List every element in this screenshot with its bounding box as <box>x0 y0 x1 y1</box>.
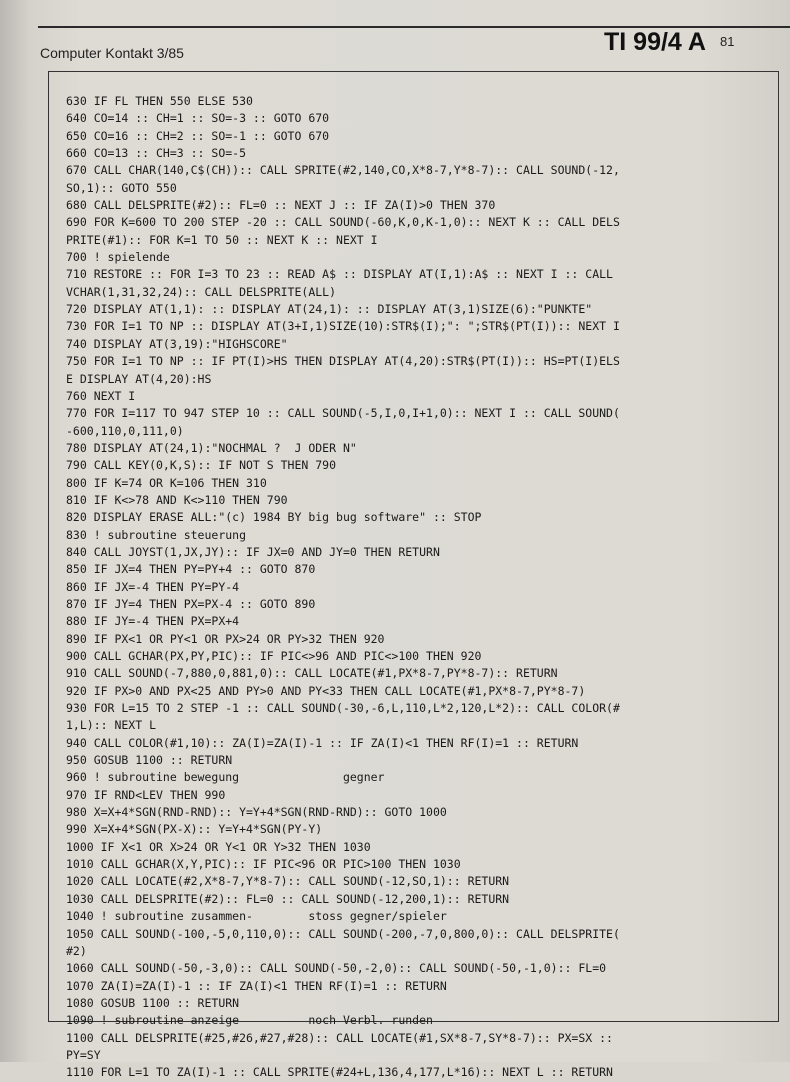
code-line: 1010 CALL GCHAR(X,Y,PIC):: IF PIC<96 OR PIC>100 THEN 1030 <box>66 857 461 872</box>
code-line: 1000 IF X<1 OR X>24 OR Y<1 OR Y>32 THEN 1030 <box>66 839 371 854</box>
code-line: 940 CALL COLOR(#1,10):: ZA(I)=ZA(I)-1 :: IF ZA(I)<1 THEN RF(I)=1 :: RETURN <box>66 735 579 750</box>
code-line: 850 IF JX=4 THEN PY=PY+4 :: GOTO 870 <box>66 562 316 577</box>
code-line: 750 FOR I=1 TO NP :: IF PT(I)>HS THEN DISPLAY AT(4,20):STR$(PT(I)):: HS=PT(I)ELS <box>66 354 620 369</box>
code-line: 1090 ! subroutine anzeige noch Verbl. runden <box>66 1013 433 1028</box>
code-line: 900 CALL GCHAR(PX,PY,PIC):: IF PIC<>96 AND PIC<>100 THEN 920 <box>66 649 482 663</box>
code-line: 980 X=X+4*SGN(RND-RND):: Y=Y+4*SGN(RND-RND):: GOTO 1000 <box>66 805 447 820</box>
code-line: 1100 CALL DELSPRITE(#25,#26,#27,#28):: CALL LOCATE(#1,SX*8-7,SY*8-7):: PX=SX :: <box>66 1030 613 1045</box>
code-line: 920 IF PX>0 AND PX<25 AND PY>0 AND PY<33 THEN CALL LOCATE(#1,PX*8-7,PY*8-7) <box>66 683 586 698</box>
code-line: 800 IF K=74 OR K=106 THEN 310 <box>66 475 267 490</box>
code-line: 820 DISPLAY ERASE ALL:"(c) 1984 BY big bug software" :: STOP <box>66 510 482 525</box>
code-line: 1050 CALL SOUND(-100,-5,0,110,0):: CALL SOUND(-200,-7,0,800,0):: CALL DELSPRITE( <box>66 926 620 941</box>
code-line: 730 FOR I=1 TO NP :: DISPLAY AT(3+I,1)SIZE(10):STR$(I);": ";STR$(PT(I)):: NEXT I <box>66 319 620 334</box>
code-line: 990 X=X+4*SGN(PX-X):: Y=Y+4*SGN(PY-Y) <box>66 822 323 837</box>
code-line: 910 CALL SOUND(-7,880,0,881,0):: CALL LOCATE(#1,PX*8-7,PY*8-7):: RETURN <box>66 666 558 681</box>
code-line: -600,110,0,111,0) <box>66 423 184 438</box>
code-line: 690 FOR K=600 TO 200 STEP -20 :: CALL SOUND(-60,K,0,K-1,0):: NEXT K :: CALL DELS <box>66 215 620 230</box>
code-line: 890 IF PX<1 OR PY<1 OR PX>24 OR PY>32 THEN 920 <box>66 631 385 646</box>
code-line: VCHAR(1,31,32,24):: CALL DELSPRITE(ALL) <box>66 284 337 299</box>
code-line: 1080 GOSUB 1100 :: RETURN <box>66 995 240 1010</box>
code-line: #2) <box>66 943 87 958</box>
code-line: SO,1):: GOTO 550 <box>66 180 177 195</box>
code-line: 1020 CALL LOCATE(#2,X*8-7,Y*8-7):: CALL SOUND(-12,SO,1):: RETURN <box>66 874 510 889</box>
code-line: 1,L):: NEXT L <box>66 718 157 733</box>
code-line: 1060 CALL SOUND(-50,-3,0):: CALL SOUND(-50,-2,0):: CALL SOUND(-50,-1,0):: FL=0 <box>66 961 607 976</box>
code-line: 810 IF K<>78 AND K<>110 THEN 790 <box>66 492 288 507</box>
code-line: 860 IF JX=-4 THEN PY=PY-4 <box>66 579 240 594</box>
code-line: 740 DISPLAY AT(3,19):"HIGHSCORE" <box>66 336 288 351</box>
code-line: 1110 FOR L=1 TO ZA(I)-1 :: CALL SPRITE(#24+L,136,4,177,L*16):: NEXT L :: RETURN <box>66 1065 613 1080</box>
code-line: 780 DISPLAY AT(24,1):"NOCHMAL ? J ODER N" <box>66 440 357 455</box>
code-line: 970 IF RND<LEV THEN 990 <box>66 787 226 802</box>
code-line: 640 CO=14 :: CH=1 :: SO=-3 :: GOTO 670 <box>66 111 330 126</box>
code-line: 950 GOSUB 1100 :: RETURN <box>66 753 233 768</box>
code-line: 670 CALL CHAR(140,C$(CH)):: CALL SPRITE(#2,140,CO,X*8-7,Y*8-7):: CALL SOUND(-12, <box>66 163 620 178</box>
code-line: 650 CO=16 :: CH=2 :: SO=-1 :: GOTO 670 <box>66 128 330 143</box>
code-line: 830 ! subroutine steuerung <box>66 527 247 542</box>
code-line: 840 CALL JOYST(1,JX,JY):: IF JX=0 AND JY=0 THEN RETURN <box>66 544 440 559</box>
code-line: E DISPLAY AT(4,20):HS <box>66 371 212 386</box>
code-line: PY=SY <box>66 1047 101 1062</box>
code-line: 710 RESTORE :: FOR I=3 TO 23 :: READ A$ :: DISPLAY AT(I,1):A$ :: NEXT I :: CALL <box>66 267 613 282</box>
code-line: 1040 ! subroutine zusammen- stoss gegner/spieler <box>66 909 447 924</box>
code-line: 720 DISPLAY AT(1,1): :: DISPLAY AT(24,1): :: DISPLAY AT(3,1)SIZE(6):"PUNKTE" <box>66 302 593 317</box>
code-line: 680 CALL DELSPRITE(#2):: FL=0 :: NEXT J :: IF ZA(I)>0 THEN 370 <box>66 198 496 213</box>
code-line: 870 IF JY=4 THEN PX=PX-4 :: GOTO 890 <box>66 596 316 611</box>
code-line: 960 ! subroutine bewegung gegner <box>66 770 385 785</box>
code-line: 930 FOR L=15 TO 2 STEP -1 :: CALL SOUND(-30,-6,L,110,L*2,120,L*2):: CALL COLOR(# <box>66 701 620 716</box>
code-line: 1030 CALL DELSPRITE(#2):: FL=0 :: CALL SOUND(-12,200,1):: RETURN <box>66 891 510 906</box>
code-line: 1070 ZA(I)=ZA(I)-1 :: IF ZA(I)<1 THEN RF(I)=1 :: RETURN <box>66 978 447 993</box>
code-line: PRITE(#1):: FOR K=1 TO 50 :: NEXT K :: NEXT I <box>66 232 378 247</box>
code-line: 660 CO=13 :: CH=3 :: SO=-5 <box>66 146 247 161</box>
code-line: 760 NEXT I <box>66 388 136 403</box>
code-line: 770 FOR I=117 TO 947 STEP 10 :: CALL SOUND(-5,I,0,I+1,0):: NEXT I :: CALL SOUND( <box>66 406 620 421</box>
magazine-title: Computer Kontakt 3/85 <box>40 45 184 61</box>
code-line: 790 CALL KEY(0,K,S):: IF NOT S THEN 790 <box>66 458 337 473</box>
code-line: 630 IF FL THEN 550 ELSE 530 <box>66 94 253 108</box>
system-title: TI 99/4 A <box>604 28 706 56</box>
page-number: 81 <box>720 34 735 49</box>
basic-listing <box>66 93 771 1082</box>
code-line: 880 IF JY=-4 THEN PX=PX+4 <box>66 614 240 629</box>
code-line: 700 ! spielende <box>66 250 170 265</box>
